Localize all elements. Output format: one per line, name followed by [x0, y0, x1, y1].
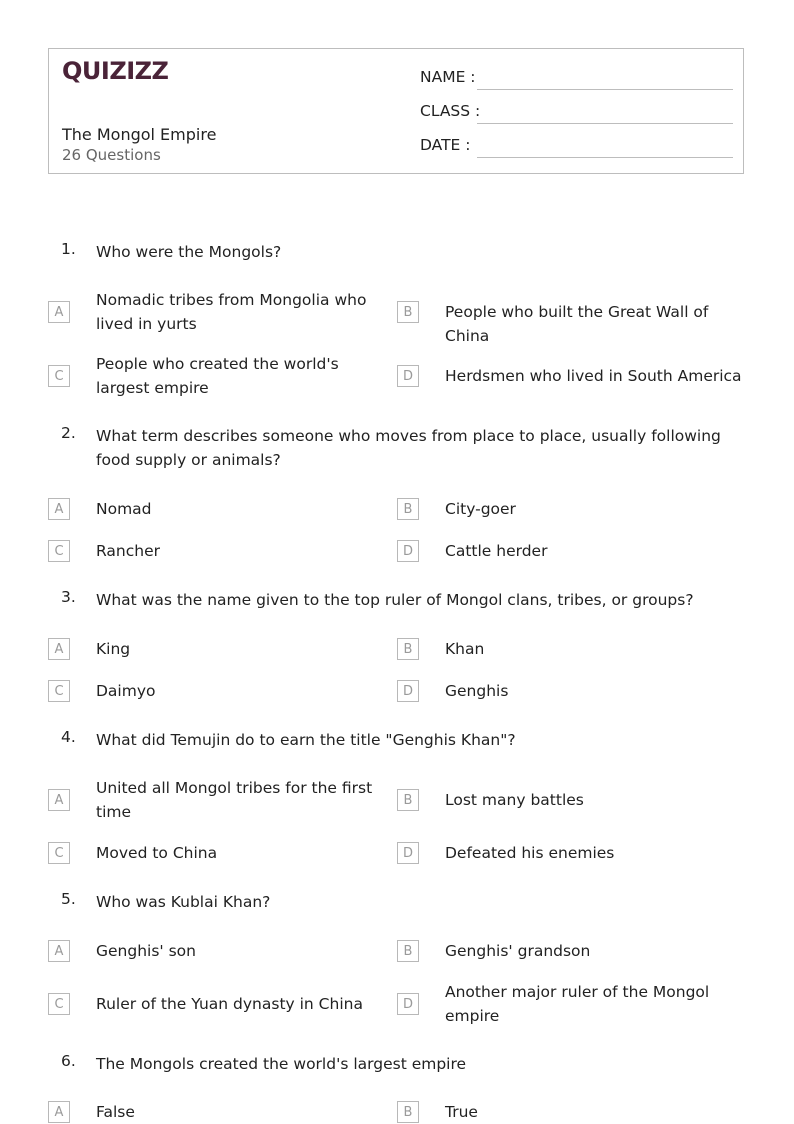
option-c-box[interactable]: C: [48, 993, 70, 1015]
option-c-box[interactable]: C: [48, 842, 70, 864]
option-b-box[interactable]: B: [397, 301, 419, 323]
option-c-text: Ruler of the Yuan dynasty in China: [96, 995, 363, 1013]
option-a-box[interactable]: A: [48, 789, 70, 811]
option-a-text: Nomadic tribes from Mongolia who lived in yurts: [96, 291, 367, 333]
option-b-text: City-goer: [445, 500, 516, 518]
option-b-text: True: [445, 1103, 478, 1121]
question-number: 6.: [61, 1052, 76, 1070]
option-b-box[interactable]: B: [397, 638, 419, 660]
option-b-box[interactable]: B: [397, 498, 419, 520]
worksheet-title: The Mongol Empire: [62, 125, 217, 144]
option-d-box[interactable]: D: [397, 540, 419, 562]
option-d-box[interactable]: D: [397, 365, 419, 387]
option-d-text: Defeated his enemies: [445, 844, 615, 862]
date-label: DATE :: [420, 136, 471, 154]
option-b-text: Lost many battles: [445, 791, 584, 809]
option-b-text: Khan: [445, 640, 485, 658]
question-number: 2.: [61, 424, 76, 442]
option-d-box[interactable]: D: [397, 993, 419, 1015]
option-c-text: People who created the world's largest empire: [96, 355, 339, 397]
question-text: The Mongols created the world's largest empire: [96, 1055, 467, 1073]
question-text: What term describes someone who moves from place to place, usually following food supply or animals?: [96, 427, 721, 469]
option-b-box[interactable]: B: [397, 789, 419, 811]
option-b-box[interactable]: B: [397, 940, 419, 962]
option-d-text: Herdsmen who lived in South America: [445, 367, 742, 385]
option-a-text: False: [96, 1103, 135, 1121]
question-text: Who were the Mongols?: [96, 243, 282, 261]
option-d-text: Another major ruler of the Mongol empire: [445, 983, 710, 1025]
option-c-text: Daimyo: [96, 682, 156, 700]
question-text: What did Temujin do to earn the title "Genghis Khan"?: [96, 731, 516, 749]
option-b-text: Genghis' grandson: [445, 942, 591, 960]
question-number: 3.: [61, 588, 76, 606]
option-a-text: King: [96, 640, 131, 658]
option-a-box[interactable]: A: [48, 498, 70, 520]
name-field[interactable]: [477, 89, 733, 90]
option-b-box[interactable]: B: [397, 1101, 419, 1123]
question-number: 1.: [61, 240, 76, 258]
worksheet-header: [48, 48, 744, 174]
option-a-box[interactable]: A: [48, 940, 70, 962]
question-number: 5.: [61, 890, 76, 908]
option-d-text: Cattle herder: [445, 542, 548, 560]
option-c-box[interactable]: C: [48, 365, 70, 387]
question-text: Who was Kublai Khan?: [96, 893, 271, 911]
class-label: CLASS :: [420, 102, 481, 120]
option-a-box[interactable]: A: [48, 638, 70, 660]
option-c-box[interactable]: C: [48, 680, 70, 702]
option-c-text: Rancher: [96, 542, 161, 560]
option-a-box[interactable]: A: [48, 1101, 70, 1123]
option-d-box[interactable]: D: [397, 842, 419, 864]
option-d-text: Genghis: [445, 682, 509, 700]
name-label: NAME :: [420, 68, 476, 86]
question-text: What was the name given to the top ruler of Mongol clans, tribes, or groups?: [96, 591, 694, 609]
option-a-text: United all Mongol tribes for the first time: [96, 779, 373, 821]
date-field[interactable]: [477, 157, 733, 158]
option-c-box[interactable]: C: [48, 540, 70, 562]
option-a-text: Genghis' son: [96, 942, 196, 960]
option-c-text: Moved to China: [96, 844, 218, 862]
option-d-box[interactable]: D: [397, 680, 419, 702]
option-a-text: Nomad: [96, 500, 152, 518]
quizizz-logo: QUIZIZZ: [62, 57, 169, 85]
question-number: 4.: [61, 728, 76, 746]
class-field[interactable]: [477, 123, 733, 124]
option-a-box[interactable]: A: [48, 301, 70, 323]
option-b-text: People who built the Great Wall of China: [445, 303, 709, 345]
question-count: 26 Questions: [62, 146, 161, 164]
